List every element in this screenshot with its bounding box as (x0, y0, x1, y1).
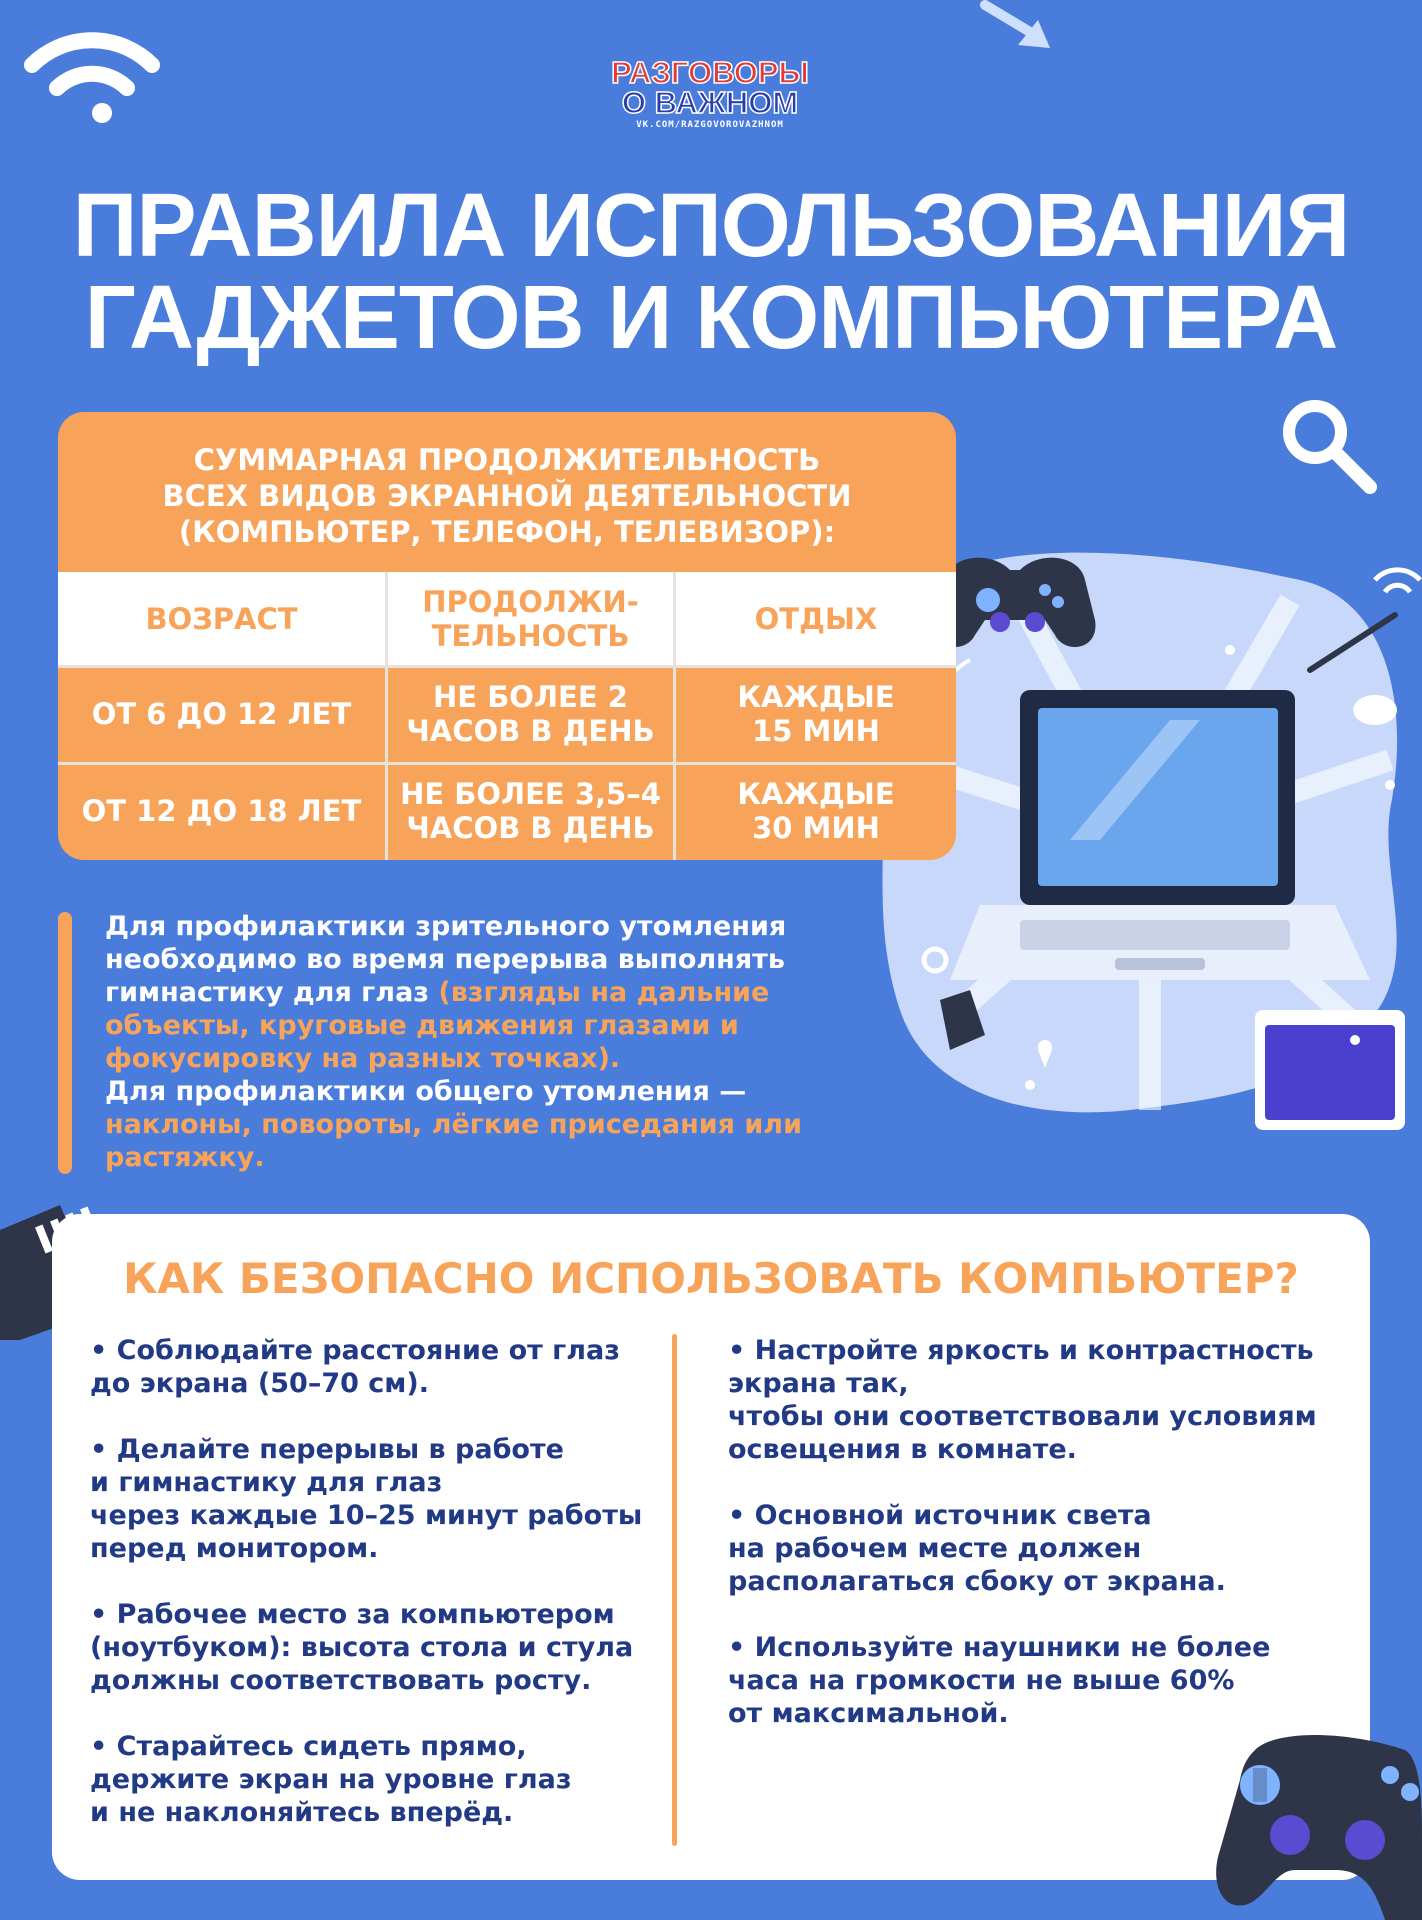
safety-tip: • Делайте перерывы в работе и гимнастику для глаз через каждые 10–25 минут работы перед монитором. (90, 1434, 643, 1564)
magnifier-icon (1275, 392, 1385, 502)
screen-time-caption (58, 442, 956, 550)
caption-line: ВСЕХ ВИДОВ ЭКРАННОЙ ДЕЯТЕЛЬНОСТИ (162, 479, 852, 513)
mouse-icon (1353, 695, 1397, 725)
arrow-icon (980, 0, 1060, 55)
eye-exercise-advice (105, 910, 845, 1174)
cell-text: НЕ БОЛЕЕ 3,5–4 ЧАСОВ В ДЕНЬ (400, 777, 661, 845)
cell-text: КАЖДЫЕ 15 МИН (737, 679, 895, 748)
table-header-cell (388, 572, 673, 665)
advice-accent-bar (58, 912, 72, 1174)
advice-highlight: (взгляды на дальние объекты, круговые движения глазами и фокусировку на разных точках). (105, 977, 770, 1074)
gamepad-icon (1215, 1720, 1422, 1920)
table-cell (388, 762, 673, 860)
logo (600, 55, 820, 130)
safety-tip: • Используйте наушники не более часа на громкости не выше 60% от максимальной. (728, 1632, 1271, 1729)
table-cell (676, 762, 956, 860)
safety-tips-left (90, 1334, 650, 1862)
logo-line-2: О ВАЖНОМ (621, 85, 799, 120)
table-cell: ОТ 6 ДО 12 ЛЕТ (91, 696, 352, 731)
safety-title: КАК БЕЗОПАСНО ИСПОЛЬЗОВАТЬ КОМПЬЮТЕР? (123, 1254, 1299, 1303)
caption-line: (КОМПЬЮТЕР, ТЕЛЕФОН, ТЕЛЕВИЗОР): (178, 515, 836, 549)
table-header-row (58, 572, 956, 665)
table-divider (58, 665, 956, 668)
safety-card (52, 1214, 1370, 1880)
logo-line-1: РАЗГОВОРЫ (611, 55, 809, 90)
safety-tip: • Рабочее место за компьютером (ноутбуком): высота стола и стула должны соответствовать росту. (90, 1599, 634, 1696)
page-title (30, 176, 1392, 368)
advice-highlight: наклоны, повороты, лёгкие приседания или растяжку. (105, 1109, 803, 1173)
advice-text: Для профилактики зрительного утомления необходимо во время перерыва выполнять гимнастику для глаз (105, 911, 787, 1008)
table-cell (676, 665, 956, 762)
header-text: ПРОДОЛЖИ- ТЕЛЬНОСТЬ (422, 584, 639, 653)
table-header-cell: ВОЗРАСТ (145, 601, 298, 636)
table-divider (673, 572, 676, 860)
page-title-line-2: ГАДЖЕТОВ И КОМПЬЮТЕРА (84, 268, 1338, 368)
caption-line: СУММАРНАЯ ПРОДОЛЖИТЕЛЬНОСТЬ (193, 443, 821, 477)
table-divider (385, 572, 388, 860)
screen-time-block (58, 412, 956, 860)
table-row (58, 665, 956, 762)
table-cell (388, 665, 673, 762)
safety-tip: • Соблюдайте расстояние от глаз до экрана (50–70 см). (90, 1335, 620, 1399)
safety-tip: • Старайтесь сидеть прямо, держите экран на уровне глаз и не наклоняйтесь вперёд. (90, 1731, 572, 1828)
page-title-line-1: ПРАВИЛА ИСПОЛЬЗОВАНИЯ (72, 176, 1350, 276)
table-header-cell: ОТДЫХ (754, 601, 878, 636)
table-divider (58, 762, 956, 765)
safety-tip: • Настройте яркость и контрастность экрана так, чтобы они соответствовали условиям освещения в комнате. (728, 1335, 1317, 1465)
screen-time-table (58, 572, 956, 860)
column-divider (672, 1334, 677, 1846)
safety-tips-right (728, 1334, 1328, 1763)
table-cell: ОТ 12 ДО 18 ЛЕТ (81, 794, 362, 828)
graphics-tablet-icon (1255, 1010, 1405, 1130)
cell-text: КАЖДЫЕ 30 МИН (737, 777, 895, 845)
table-row (58, 762, 956, 860)
wifi-icon (22, 10, 162, 125)
logo-url: VK.COM/RAZGOVOROVAZHNOM (636, 120, 784, 130)
safety-tip: • Основной источник света на рабочем месте должен располагаться сбоку от экрана. (728, 1500, 1226, 1597)
cell-text: НЕ БОЛЕЕ 2 ЧАСОВ В ДЕНЬ (406, 679, 655, 748)
advice-text: Для профилактики общего утомления — (105, 1076, 747, 1107)
